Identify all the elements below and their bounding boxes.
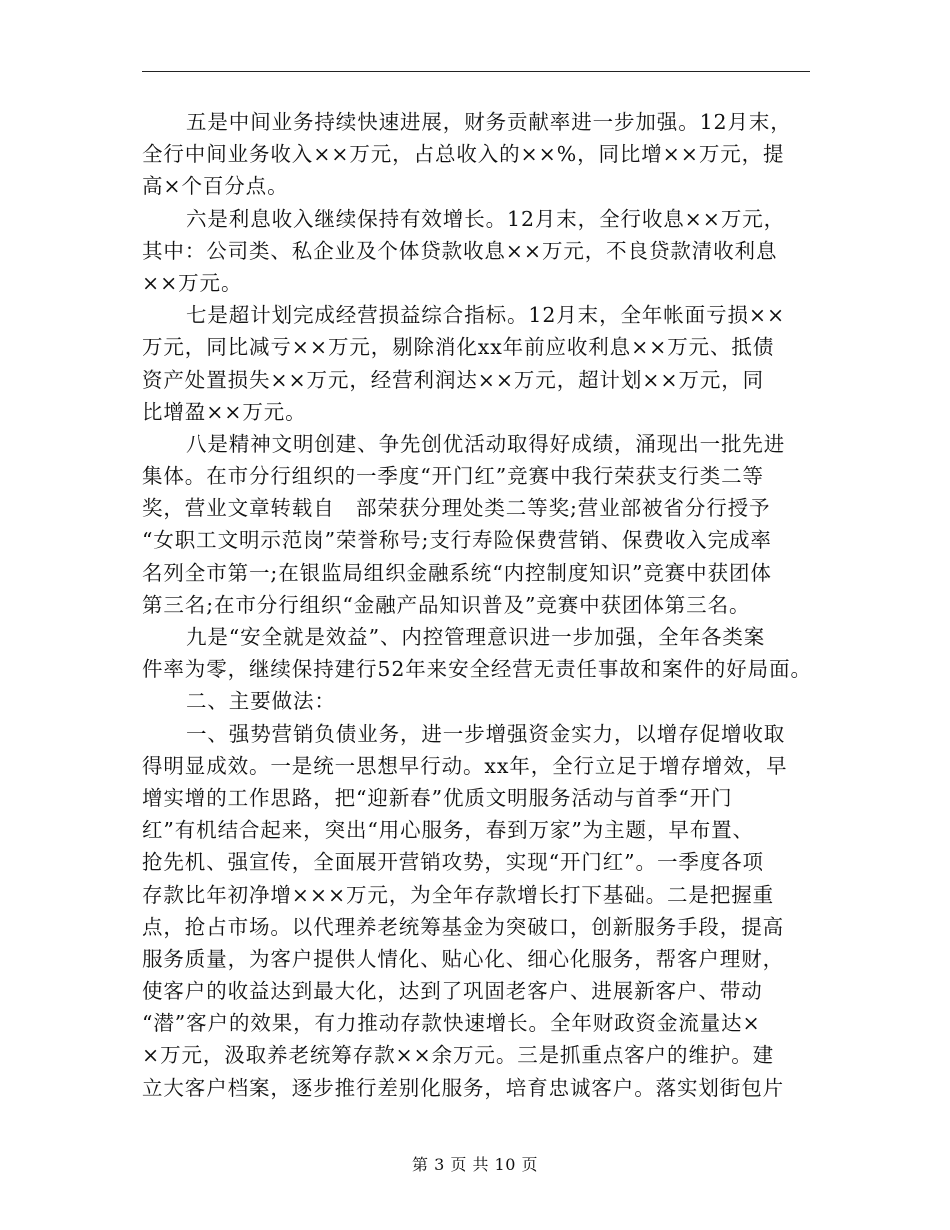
paragraph-line: “女职工文明示范岗”荣誉称号;支行寿险保费营销、保费收入完成率 xyxy=(142,528,772,553)
paragraph-line: ×万元，汲取养老统筹存款××余万元。三是抓重点客户的维护。建 xyxy=(142,1043,775,1068)
paragraph-line: 点，抢占市场。以代理养老统筹基金为突破口，创新服务手段，提高 xyxy=(142,914,784,939)
paragraph-line: 其中：公司类、私企业及个体贷款收息××万元，不良贷款清收利息 xyxy=(142,238,778,263)
paragraph-line: 资产处置损失××万元，经营利润达××万元，超计划××万元，同 xyxy=(142,367,765,392)
paragraph-first-line: 六是利息收入继续保持有效增长。12月末，全行收息××万元， xyxy=(186,206,786,231)
paragraph-line: 第三名;在市分行组织“金融产品知识普及”竞赛中获团体第三名。 xyxy=(142,592,751,617)
paragraph-line: 存款比年初净增×××万元，为全年存款增长打下基础。二是把握重 xyxy=(142,882,775,907)
paragraph-line: 增实增的工作思路，把“迎新春”优质文明服务活动与首季“开门 xyxy=(142,785,733,810)
paragraph-line: 服务质量，为客户提供人情化、贴心化、细心化服务，帮客户理财， xyxy=(142,946,784,971)
paragraph-line: 全行中间业务收入××万元，占总收入的××%，同比增××万元，提 xyxy=(142,142,785,167)
paragraph-first-line: 二、主要做法： xyxy=(186,689,336,714)
paragraph-line: 奖，营业文章转载自 部荣获分理处类二等奖;营业部被省分行授予 xyxy=(142,496,771,521)
paragraph-line: 集体。在市分行组织的一季度“开门红”竞赛中我行荣获支行类二等 xyxy=(142,464,764,489)
page-number-footer: 第 3 页 共 10 页 xyxy=(412,1155,538,1174)
paragraph-line: 万元，同比减亏××万元，剔除消化xx年前应收利息××万元、抵债 xyxy=(142,335,775,360)
paragraph-line: 红”有机结合起来，突出“用心服务，春到万家”为主题，早布置、 xyxy=(142,818,754,843)
paragraph-line: “潜”客户的效果，有力推动存款快速增长。全年财政资金流量达× xyxy=(142,1011,761,1036)
paragraph-line: 比增盈××万元。 xyxy=(142,399,307,424)
paragraph-line: 使客户的收益达到最大化，达到了巩固老客户、进展新客户、带动 xyxy=(142,979,763,1004)
paragraph-line: 立大客户档案，逐步推行差别化服务，培育忠诚客户。落实划街包片 xyxy=(142,1075,784,1100)
paragraph-first-line: 九是“安全就是效益”、内控管理意识进一步加强，全年各类案 xyxy=(186,625,766,649)
paragraph-first-line: 一、强势营销负债业务，进一步增强资金实力，以增存促增收取 xyxy=(186,721,786,746)
paragraph-line: 件率为零，继续保持建行52年来安全经营无责任事故和案件的好局面。 xyxy=(142,657,812,682)
paragraph-line: 得明显成效。一是统一思想早行动。xx年，全行立足于增存增效，早 xyxy=(142,753,788,778)
header-rule xyxy=(142,71,810,72)
paragraph-line: ××万元。 xyxy=(142,270,243,295)
paragraph-first-line: 八是精神文明创建、争先创优活动取得好成绩，涌现出一批先进 xyxy=(186,431,786,456)
paragraph-first-line: 五是中间业务持续快速进展，财务贡献率进一步加强。12月末， xyxy=(186,110,792,134)
paragraph-line: 抢先机、强宣传，全面展开营销攻势，实现“开门红”。一季度各项 xyxy=(142,850,764,875)
paragraph-first-line: 七是超计划完成经营损益综合指标。12月末，全年帐面亏损×× xyxy=(186,303,786,328)
document-body xyxy=(142,106,814,1104)
paragraph-line: 高×个百分点。 xyxy=(142,174,289,199)
paragraph-line: 名列全市第一;在银监局组织金融系统“内控制度知识”竞赛中获团体 xyxy=(142,560,772,585)
